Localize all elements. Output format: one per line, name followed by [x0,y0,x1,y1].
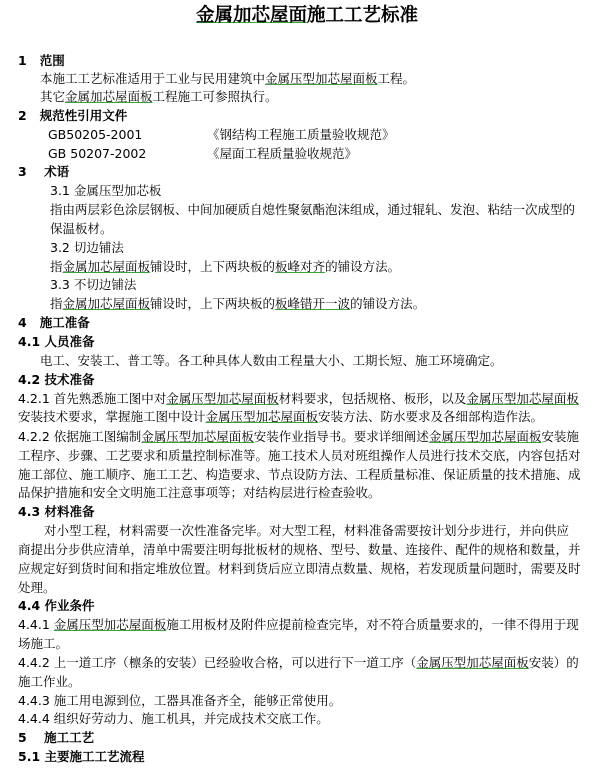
subsection-5-1-heading: 5.1 主要施工工艺流程 [18,749,145,764]
para-4-3-line-2: 商提出分步供应清单，清单中需要注明每批板材的规格、型号、数量、连接件、配件的规格和数量，并 [18,542,581,557]
reference-code-2: GB 50207-2002 [48,146,147,161]
subsection-4-2-heading: 4.2 技术准备 [18,372,95,387]
term-3-3-heading: 3.3 不切边铺法 [50,277,137,292]
para-4-4-1-line-2: 场施工。 [18,636,69,651]
para-4-4-1-line-1: 4.4.1 金属压型加芯屋面板施工用板材及附件应提前检查完毕，对不符合质量要求的，一律不得用于现 [18,617,579,632]
term-3-3-def: 指金属加芯屋面板铺设时，上下两块板的板峰错开一波的铺设方法。 [50,296,426,311]
para-4-2-2-line-1: 4.2.2 依据施工图编制金属压型加芯屋面板安装作业指导书。要求详细阐述金属压型加芯屋面板安装施 [18,429,579,444]
para-4-4-2-line-2: 施工作业。 [18,674,81,689]
section-1-heading: 1 范围 [18,53,65,68]
para-4-2-2-line-2: 工程序、步骤、工艺要求和质量控制标准等。施工技术人员对班组操作人员进行技术交底，内容包括对 [18,448,581,463]
subsection-4-1-heading: 4.1 人员准备 [18,334,95,349]
para-4-2-2-line-4: 品保护措施和安全文明施工注意事项等；对结构层进行检查验收。 [18,485,381,500]
section-5-heading: 5 施工工艺 [18,730,95,745]
para-4-2-1-line-1: 4.2.1 首先熟悉施工图中对金属压型加芯屋面板材料要求，包括规格、板形，以及金属压型加芯屋面板 [18,391,579,406]
subsection-4-1-text: 电工、安装工、普工等。各工种具体人数由工程量大小、工期长短、施工环境确定。 [40,353,503,368]
para-4-3-line-4: 处理。 [18,580,56,595]
subsection-4-3-heading: 4.3 材料准备 [18,504,95,519]
reference-name-1: 《钢结构工程施工质量验收规范》 [207,127,395,142]
reference-name-2: 《屋面工程质量验收规范》 [207,146,358,161]
reference-code-1: GB50205-2001 [48,127,143,142]
para-4-2-1-line-2: 安装技术要求，掌握施工图中设计金属压型加芯屋面板安装方法、防水要求及各细部构造作法。 [18,409,544,424]
para-4-3-line-3: 应规定好到货时间和指定堆放位置。材料到货后应立即清点数量、规格，若发现质量问题时，需要及时 [18,561,581,576]
term-3-1-def-1: 指由两层彩色涂层钢板、中间加硬质自熄性聚氨酯泡沫组成，通过辊轧、发泡、粘结一次成型的 [50,202,576,217]
para-4-2-2-line-3: 施工部位、施工顺序、施工工艺、构造要求、节点设防方法、工程质量标准、保证质量的技术措施、成 [18,467,581,482]
section-1-line-1: 本施工工艺标准适用于工业与民用建筑中金属压型加芯屋面板工程。 [40,71,416,86]
term-3-2-heading: 3.2 切边铺法 [50,240,124,255]
section-3-heading: 3 术语 [18,164,70,179]
para-4-4-2-line-1: 4.4.2 上一道工序（檩条的安装）已经验收合格，可以进行下一道工序（金属压型加芯屋面板安装）的 [18,655,579,670]
term-3-1-heading: 3.1 金属压型加芯板 [50,183,162,198]
subsection-4-4-heading: 4.4 作业条件 [18,598,95,613]
section-1-line-2: 其它金属加芯屋面板工程施工可参照执行。 [40,89,278,104]
para-4-4-3: 4.4.3 施工用电源到位，工器具准备齐全，能够正常使用。 [18,693,342,708]
term-3-1-def-2: 保温板材。 [50,221,113,236]
para-4-4-4: 4.4.4 组织好劳动力、施工机具，并完成技术交底工作。 [18,711,329,726]
term-3-2-def: 指金属加芯屋面板铺设时，上下两块板的板峰对齐的铺设方法。 [50,259,401,274]
para-4-3-line-1: 对小型工程，材料需要一次性准备完毕。对大型工程，材料准备需要按计划分步进行，并向供应 [44,523,570,538]
section-2-heading: 2 规范性引用文件 [18,108,128,123]
page-title: 金属加芯屋面施工工艺标准 [195,5,419,26]
section-4-heading: 4 施工准备 [18,315,90,330]
